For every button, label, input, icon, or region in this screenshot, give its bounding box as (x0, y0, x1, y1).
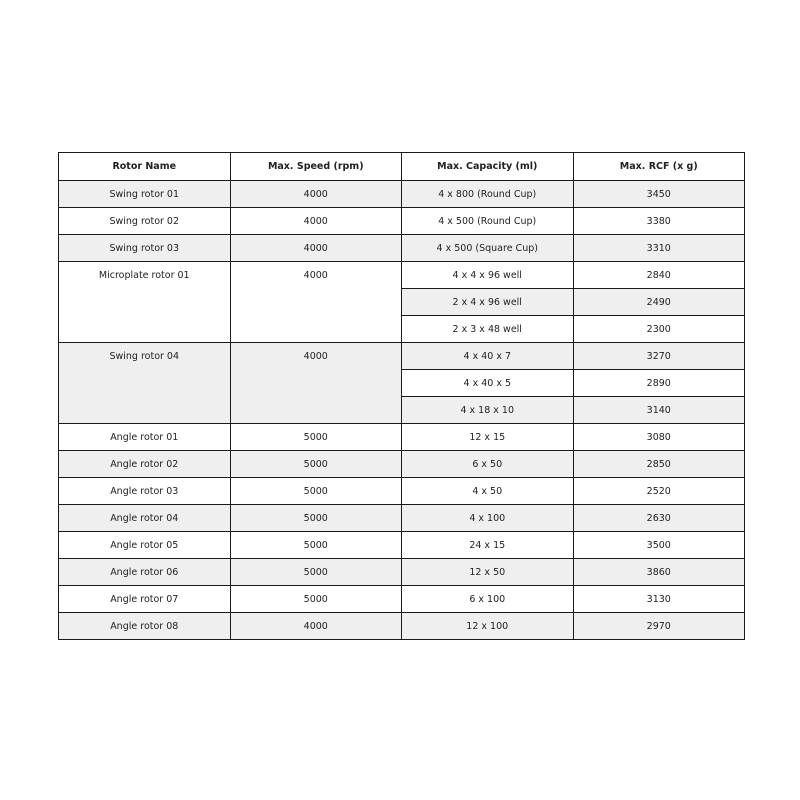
table-row (59, 235, 745, 262)
rcf-cell: 2890 (573, 370, 745, 397)
speed-cell: 5000 (230, 505, 402, 532)
rotor-name-cell: Swing rotor 02 (59, 208, 231, 235)
table-row (59, 208, 745, 235)
speed-cell: 5000 (230, 586, 402, 613)
rcf-cell: 2300 (573, 316, 745, 343)
rcf-cell: 3860 (573, 559, 745, 586)
rcf-cell: 3310 (573, 235, 745, 262)
table-row (59, 424, 745, 451)
rcf-cell: 2520 (573, 478, 745, 505)
capacity-cell: 4 x 40 x 5 (402, 370, 574, 397)
capacity-cell: 4 x 40 x 7 (402, 343, 574, 370)
capacity-cell: 2 x 4 x 96 well (402, 289, 574, 316)
table-row (59, 532, 745, 559)
capacity-cell: 4 x 100 (402, 505, 574, 532)
rcf-cell: 3130 (573, 586, 745, 613)
rotor-name-cell: Angle rotor 02 (59, 451, 231, 478)
header-max-capacity: Max. Capacity (ml) (402, 153, 574, 181)
speed-cell: 4000 (230, 262, 402, 343)
rcf-cell: 3380 (573, 208, 745, 235)
capacity-cell: 24 x 15 (402, 532, 574, 559)
capacity-cell: 4 x 18 x 10 (402, 397, 574, 424)
speed-cell: 5000 (230, 451, 402, 478)
rotor-name-cell: Angle rotor 03 (59, 478, 231, 505)
rotor-name-cell: Angle rotor 01 (59, 424, 231, 451)
table-row (59, 343, 745, 370)
capacity-cell: 4 x 500 (Square Cup) (402, 235, 574, 262)
rcf-cell: 3140 (573, 397, 745, 424)
rotor-name-cell: Swing rotor 04 (59, 343, 231, 424)
table-row (59, 478, 745, 505)
rotor-name-cell: Microplate rotor 01 (59, 262, 231, 343)
speed-cell: 4000 (230, 613, 402, 640)
rotor-name-cell: Angle rotor 07 (59, 586, 231, 613)
rcf-cell: 3080 (573, 424, 745, 451)
capacity-cell: 6 x 100 (402, 586, 574, 613)
capacity-cell: 12 x 15 (402, 424, 574, 451)
table-row (59, 262, 745, 289)
rotor-name-cell: Swing rotor 01 (59, 181, 231, 208)
rcf-cell: 3500 (573, 532, 745, 559)
capacity-cell: 12 x 100 (402, 613, 574, 640)
capacity-cell: 6 x 50 (402, 451, 574, 478)
table-row (59, 559, 745, 586)
capacity-cell: 2 x 3 x 48 well (402, 316, 574, 343)
rotor-name-cell: Angle rotor 05 (59, 532, 231, 559)
speed-cell: 5000 (230, 424, 402, 451)
rotor-name-cell: Angle rotor 08 (59, 613, 231, 640)
rotor-name-cell: Swing rotor 03 (59, 235, 231, 262)
speed-cell: 4000 (230, 181, 402, 208)
rcf-cell: 2630 (573, 505, 745, 532)
capacity-cell: 4 x 50 (402, 478, 574, 505)
rcf-cell: 2840 (573, 262, 745, 289)
table-row (59, 451, 745, 478)
header-max-speed: Max. Speed (rpm) (230, 153, 402, 181)
speed-cell: 4000 (230, 235, 402, 262)
capacity-cell: 12 x 50 (402, 559, 574, 586)
speed-cell: 4000 (230, 343, 402, 424)
header-rotor-name: Rotor Name (59, 153, 231, 181)
table-header-row (59, 153, 745, 181)
header-max-rcf: Max. RCF (x g) (573, 153, 745, 181)
table-row (59, 613, 745, 640)
capacity-cell: 4 x 500 (Round Cup) (402, 208, 574, 235)
rcf-cell: 2490 (573, 289, 745, 316)
capacity-cell: 4 x 4 x 96 well (402, 262, 574, 289)
table-row (59, 505, 745, 532)
speed-cell: 5000 (230, 532, 402, 559)
rotor-specs-table (58, 152, 745, 640)
speed-cell: 5000 (230, 478, 402, 505)
capacity-cell: 4 x 800 (Round Cup) (402, 181, 574, 208)
table-row (59, 586, 745, 613)
rcf-cell: 2970 (573, 613, 745, 640)
rotor-name-cell: Angle rotor 04 (59, 505, 231, 532)
rotor-name-cell: Angle rotor 06 (59, 559, 231, 586)
rotor-table-container (58, 152, 745, 640)
speed-cell: 5000 (230, 559, 402, 586)
rcf-cell: 2850 (573, 451, 745, 478)
rcf-cell: 3270 (573, 343, 745, 370)
rcf-cell: 3450 (573, 181, 745, 208)
table-row (59, 181, 745, 208)
speed-cell: 4000 (230, 208, 402, 235)
